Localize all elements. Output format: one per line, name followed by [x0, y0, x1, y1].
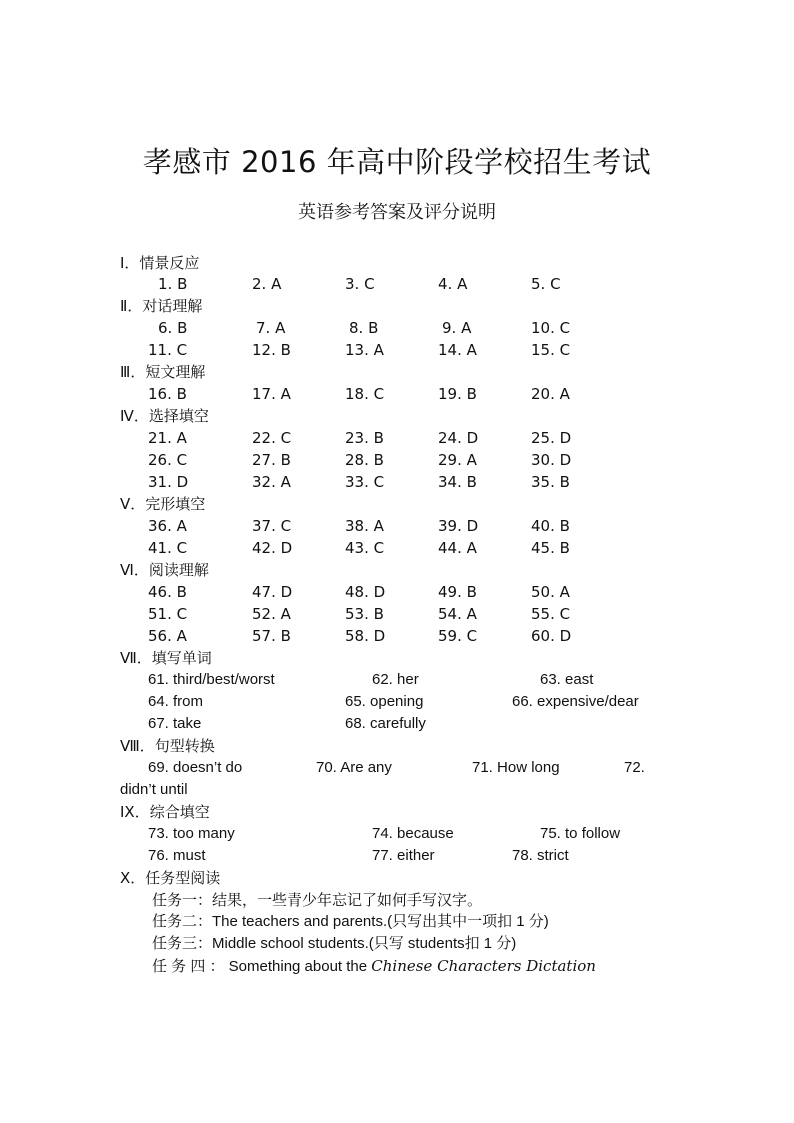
answer-item: 24. D — [438, 429, 479, 447]
answer-item: 14. A — [438, 341, 477, 359]
answer-item: 50. A — [531, 583, 570, 601]
answer-item: 6. B — [158, 319, 188, 337]
section-heading-2: Ⅱ．对话理解 — [120, 297, 203, 315]
answer-item: 64. from — [148, 693, 204, 710]
answer-item: 29. A — [438, 451, 477, 469]
section-heading-7: Ⅶ．填写单词 — [120, 649, 212, 667]
answer-item: 15. C — [531, 341, 571, 359]
answer-item: 67. take — [148, 715, 202, 732]
answer-item: 23. B — [345, 429, 384, 447]
answer-item: 62. her — [372, 671, 419, 688]
answer-item: 31. D — [148, 473, 189, 491]
task-three: 任务三：Middle school students.(只写 students扣 1 分) — [152, 935, 517, 952]
answer-item: 39. D — [438, 517, 479, 535]
answer-item: 54. A — [438, 605, 477, 623]
answer-item: 21. A — [148, 429, 187, 447]
answer-item: 17. A — [252, 385, 291, 403]
section-heading-4: Ⅳ．选择填空 — [120, 407, 209, 425]
answer-item: 55. C — [531, 605, 571, 623]
answer-item: 53. B — [345, 605, 384, 623]
answer-item: 35. B — [531, 473, 570, 491]
answer-item: 27. B — [252, 451, 291, 469]
answer-item: 74. because — [372, 825, 454, 842]
answer-item: 49. B — [438, 583, 477, 601]
answer-item: 33. C — [345, 473, 385, 491]
section-heading-5: V．完形填空 — [120, 495, 206, 513]
answer-item: 63. east — [540, 671, 594, 688]
answer-item: 25. D — [531, 429, 572, 447]
answer-item: 56. A — [148, 627, 187, 645]
answer-item: 1. B — [158, 275, 188, 293]
task-four-prefix: 任 务 四 ： Something about the — [152, 958, 368, 975]
answer-item: 13. A — [345, 341, 384, 359]
section-heading-10: X．任务型阅读 — [120, 869, 221, 887]
answer-item: 18. C — [345, 385, 385, 403]
answer-item: 20. A — [531, 385, 570, 403]
answer-item: 51. C — [148, 605, 188, 623]
answer-item: 10. C — [531, 319, 571, 337]
answer-item: 26. C — [148, 451, 188, 469]
task-one: 任务一：结果，一些青少年忘记了如何手写汉字。 — [152, 891, 483, 909]
answer-item: 71. How long — [472, 759, 560, 776]
answer-item: 59. C — [438, 627, 478, 645]
section-heading-6: Ⅵ．阅读理解 — [120, 561, 209, 579]
answer-item: 22. C — [252, 429, 292, 447]
answer-item: 37. C — [252, 517, 292, 535]
page-subtitle: 英语参考答案及评分说明 — [298, 202, 496, 223]
answer-item: 61. third/best/worst — [148, 671, 275, 688]
answer-item: 12. B — [252, 341, 291, 359]
answer-item: 34. B — [438, 473, 477, 491]
answer-item: 16. B — [148, 385, 187, 403]
answer-item: 30. D — [531, 451, 572, 469]
answer-item: 66. expensive/dear — [512, 693, 639, 710]
section-heading-9: IX．综合填空 — [120, 803, 210, 821]
answer-item: 4. A — [438, 275, 468, 293]
answer-item: 11. C — [148, 341, 188, 359]
answer-item: 69. doesn’t do — [148, 759, 243, 776]
answer-item: 75. to follow — [540, 825, 621, 842]
page-title: 孝感市 2016 年高中阶段学校招生考试 — [142, 145, 652, 179]
answer-item: 19. B — [438, 385, 477, 403]
answer-item: 57. B — [252, 627, 291, 645]
answer-item: 28. B — [345, 451, 384, 469]
answer-item: 77. either — [372, 847, 435, 864]
answer-item: 36. A — [148, 517, 187, 535]
answer-item: 72. — [624, 759, 645, 776]
answer-item: 73. too many — [148, 825, 235, 842]
answer-item: 8. B — [349, 319, 379, 337]
answer-item: 44. A — [438, 539, 477, 557]
answer-item: 40. B — [531, 517, 570, 535]
answer-item: 43. C — [345, 539, 385, 557]
answer-item: 38. A — [345, 517, 384, 535]
answer-item: 58. D — [345, 627, 386, 645]
section-heading-8: Ⅷ．句型转换 — [120, 737, 215, 755]
answer-item: 45. B — [531, 539, 570, 557]
task-two: 任务二：The teachers and parents.(只写出其中一项扣 1 分) — [152, 913, 549, 930]
answer-item: 76. must — [148, 847, 206, 864]
answer-item: 68. carefully — [345, 715, 426, 732]
answer-item: 2. A — [252, 275, 282, 293]
answer-item: 52. A — [252, 605, 291, 623]
answer-item: 65. opening — [345, 693, 424, 710]
answer-item: 41. C — [148, 539, 188, 557]
task-four-italic: Chinese Characters Dictation — [371, 957, 596, 975]
answer-item: 47. D — [252, 583, 293, 601]
answer-item: 7. A — [256, 319, 286, 337]
section-heading-1: I．情景反应 — [120, 254, 200, 272]
answer-item: 5. C — [531, 275, 561, 293]
answer-item: 46. B — [148, 583, 187, 601]
answer-item: 32. A — [252, 473, 291, 491]
answer-item: 3. C — [345, 275, 375, 293]
answer-item-wrap: didn’t until — [120, 781, 188, 798]
answer-item: 9. A — [442, 319, 472, 337]
section-heading-3: Ⅲ．短文理解 — [120, 363, 206, 381]
task-four — [152, 955, 596, 978]
answer-item: 70. Are any — [316, 759, 392, 776]
answer-item: 48. D — [345, 583, 386, 601]
answer-item: 42. D — [252, 539, 293, 557]
answer-item: 78. strict — [512, 847, 569, 864]
answer-item: 60. D — [531, 627, 572, 645]
